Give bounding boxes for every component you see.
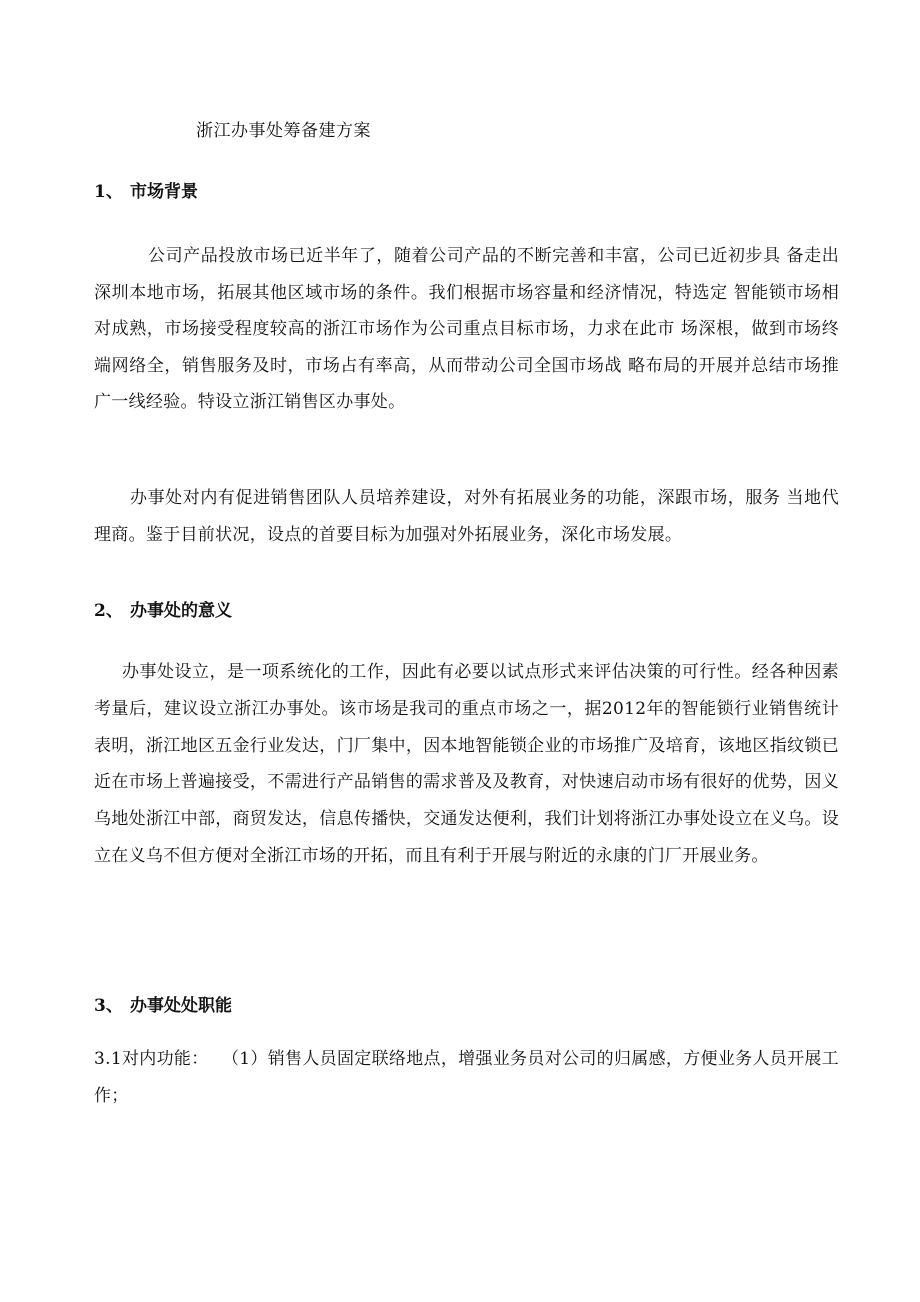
section-number: 1、 (94, 182, 123, 202)
section-heading-3 (94, 991, 232, 1016)
section-number: 2、 (94, 601, 123, 621)
section-title: 办事处的意义 (130, 601, 232, 621)
paragraph: 公司产品投放市场已近半年了，随着公司产品的不断完善和丰富，公司已近初步具 备走出深圳本地市场，拓展其他区域市场的条件。我们根据市场容量和经济情况，特选定 智能锁市场相对成熟，市场接受程度较高的浙江市场作为公司重点目标市场，力求在此市 场深根，做到市场终端网络全，销售服务及时，市场占有率高，从而带动公司全国市场战 略布局的开展并总结市场推广一线经验。特设立浙江销售区办事处。 (94, 246, 839, 412)
section-heading-1 (94, 177, 198, 202)
paragraph: 办事处设立，是一项系统化的工作，因此有必要以试点形式来评估决策的可行性。经各种因素考量后，建议设立浙江办事处。该市场是我司的重点市场之一，据2012年的智能锁行业销售统计表明，浙江地区五金行业发达，门厂集中，因本地智能锁企业的市场推广及培育，该地区指纹锁已近在市场上普遍接受，不需进行产品销售的需求普及及教育，对快速启动市场有很好的优势，因义乌地处浙江中部，商贸发达，信息传播快，交通发达便利，我们计划将浙江办事处设立在义乌。设立在义乌不但方便对全浙江市场的开拓，而且有利于开展与附近的永康的门厂开展业务。 (94, 662, 839, 866)
section-title: 市场背景 (130, 182, 198, 202)
subsection-text: （1）销售人员固定联络地点，增强业务员对公司的归属感，方便业务人员开展工作； (94, 1049, 839, 1106)
subsection-paragraph (94, 1041, 839, 1114)
section-number: 3、 (94, 996, 123, 1016)
section-heading-2 (94, 596, 232, 621)
document-title: 浙江办事处筹备建方案 (196, 121, 371, 141)
subsection-label: 3.1对内功能： (94, 1049, 209, 1069)
paragraph: 办事处对内有促进销售团队人员培养建设，对外有拓展业务的功能，深跟市场，服务 当地代理商。鉴于目前状况，设点的首要目标为加强对外拓展业务，深化市场发展。 (94, 488, 839, 545)
section-title: 办事处处职能 (130, 996, 232, 1016)
